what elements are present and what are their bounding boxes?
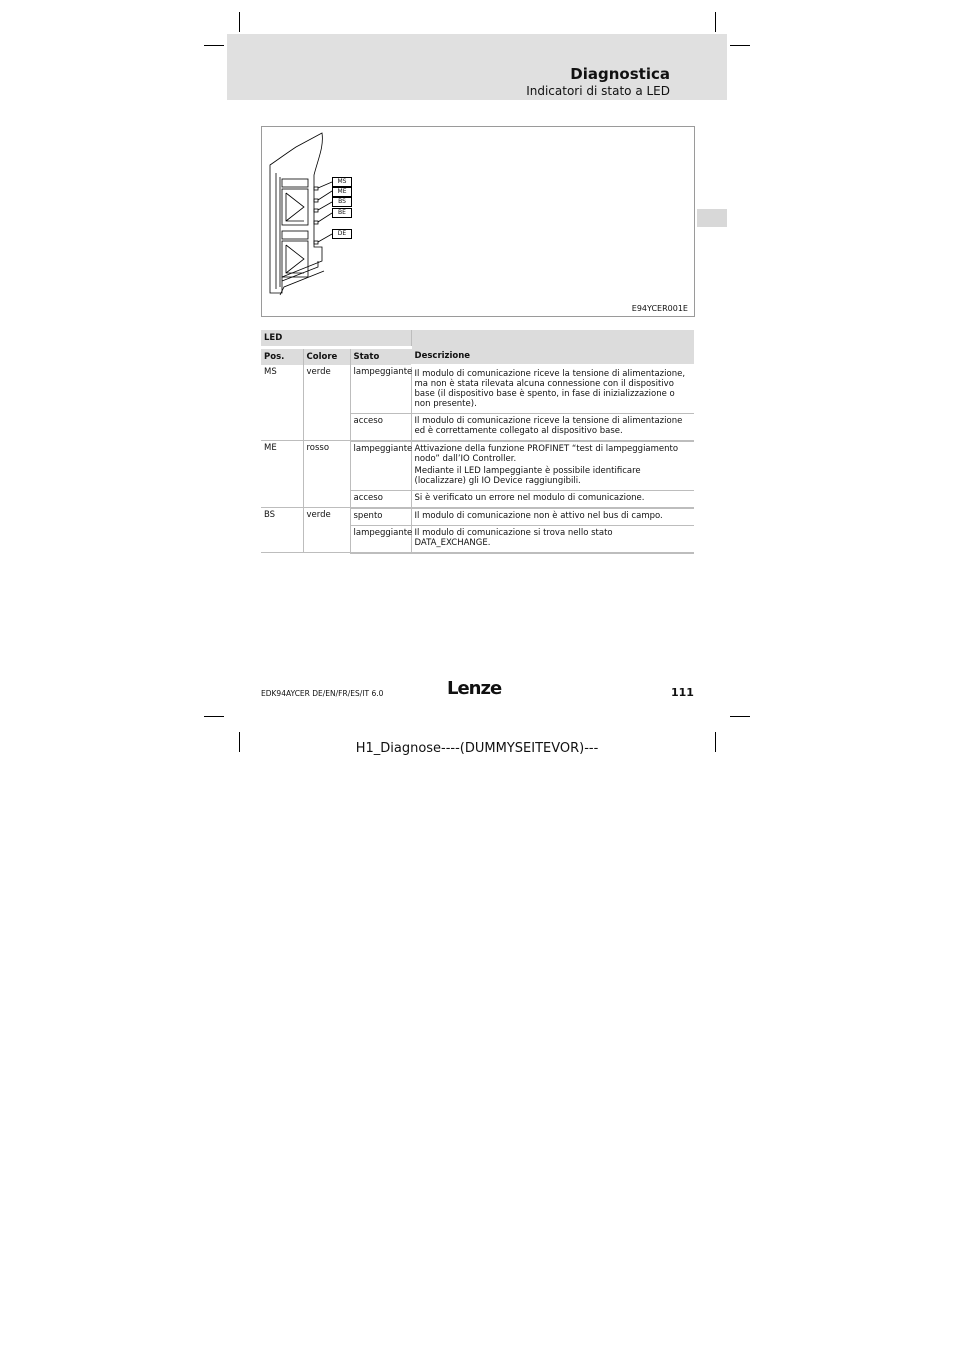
document-code: EDK94AYCER DE/EN/FR/ES/IT 6.0 xyxy=(261,689,384,698)
cell-state: acceso xyxy=(350,490,411,508)
device-drawing xyxy=(262,127,694,316)
cell-description xyxy=(411,365,694,413)
cell-color: verde xyxy=(303,365,350,441)
cell-state: lampeggiante xyxy=(350,441,411,491)
description-text: Mediante il LED lampeggiante è possibile identificare (localizzare) gli IO Device raggiungibili. xyxy=(414,465,641,486)
description-text: Il modulo di comunicazione riceve la tensione di alimentazione ed è correttamente collegato al dispositivo base. xyxy=(414,415,683,436)
section-tab xyxy=(697,209,727,227)
cell-description xyxy=(411,441,694,491)
header-state: Stato xyxy=(350,348,411,366)
lenze-logo: Lenze xyxy=(447,678,502,699)
table-row xyxy=(261,441,694,491)
description-text: Il modulo di comunicazione si trova nello stato DATA_EXCHANGE. xyxy=(414,527,613,548)
led-label-me: ME xyxy=(332,187,352,197)
cell-pos: ME xyxy=(261,441,303,508)
cell-state: lampeggiante xyxy=(350,525,411,553)
led-group-header: LED xyxy=(261,330,411,348)
header-pos: Pos. xyxy=(261,348,303,366)
cell-color: verde xyxy=(303,508,350,553)
led-figure xyxy=(261,126,695,317)
table-row xyxy=(261,365,694,413)
cell-description xyxy=(411,525,694,553)
cell-state: lampeggiante xyxy=(350,365,411,413)
crop-mark xyxy=(239,12,240,32)
cell-state: acceso xyxy=(350,413,411,441)
crop-mark xyxy=(730,45,750,46)
description-text: Il modulo di comunicazione non è attivo nel bus di campo. xyxy=(414,510,663,521)
figure-caption: E94YCER001E xyxy=(631,304,688,313)
cell-description xyxy=(411,490,694,508)
page-number: 111 xyxy=(671,686,694,699)
led-table xyxy=(261,330,694,554)
cell-pos: BS xyxy=(261,508,303,553)
crop-mark xyxy=(715,12,716,32)
led-label-bs: BS xyxy=(332,197,352,207)
description-text: Attivazione della funzione PROFINET “test di lampeggiamento nodo” dall’IO Controller. xyxy=(414,443,679,464)
table-row xyxy=(261,508,694,526)
led-label-de: DE xyxy=(332,229,352,239)
cell-pos: MS xyxy=(261,365,303,441)
led-label-be: BE xyxy=(332,208,352,218)
crop-mark xyxy=(204,45,224,46)
led-label-ms: MS xyxy=(332,177,352,187)
page-title: Diagnostica xyxy=(570,65,670,83)
dummy-page-marker: H1_Diagnose----(DUMMYSEITEVOR)--- xyxy=(355,741,599,756)
header-description: Descrizione xyxy=(411,330,694,365)
crop-mark xyxy=(730,716,750,717)
header-color: Colore xyxy=(303,348,350,366)
description-text: Si è verificato un errore nel modulo di comunicazione. xyxy=(414,492,645,503)
cell-state: spento xyxy=(350,508,411,526)
cell-description xyxy=(411,413,694,441)
page-subtitle: Indicatori di stato a LED xyxy=(526,84,670,98)
description-text: Il modulo di comunicazione riceve la tensione di alimentazione, ma non è stata rilevata alcuna connessione con il dispositivo base (il dispositivo base è spento, in fase di inizializzazione o non presente). xyxy=(414,368,686,409)
page-header xyxy=(227,34,727,100)
cell-description xyxy=(411,508,694,526)
crop-mark xyxy=(204,716,224,717)
cell-color: rosso xyxy=(303,441,350,508)
